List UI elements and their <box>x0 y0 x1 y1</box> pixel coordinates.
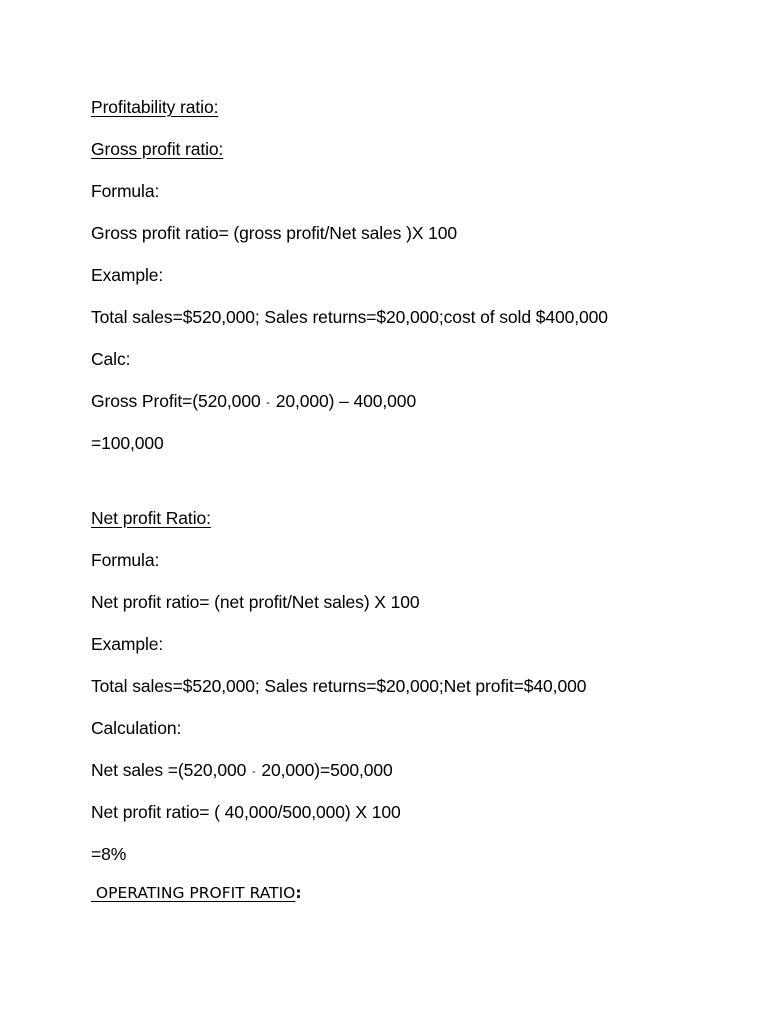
net-sales-part1: Net sales =(520,000 <box>91 760 247 780</box>
net-profit-ratio-heading: Net profit Ratio: <box>91 508 211 528</box>
net-sales-calc <box>91 760 393 782</box>
operating-profit-ratio-heading <box>91 883 302 903</box>
gross-calc <box>91 391 416 413</box>
gross-calc-part1: Gross Profit=(520,000 <box>91 391 261 411</box>
net-calc-label: Calculation: <box>91 718 182 738</box>
net-example: Total sales=$520,000; Sales returns=$20,000;Net profit=$40,000 <box>91 676 587 696</box>
operating-heading-title: OPERATING PROFIT RATIO <box>91 884 296 902</box>
profitability-ratio-heading: Profitability ratio: <box>91 97 219 117</box>
gross-calc-label: Calc: <box>91 349 131 369</box>
net-formula-label: Formula: <box>91 550 160 570</box>
gross-example: Total sales=$520,000; Sales returns=$20,000;cost of sold $400,000 <box>91 307 608 327</box>
net-example-label: Example: <box>91 634 164 654</box>
gross-example-label: Example: <box>91 265 164 285</box>
net-sales-dash: - <box>251 766 256 778</box>
gross-calc-part2: 20,000) – 400,000 <box>275 391 417 411</box>
net-formula: Net profit ratio= (net profit/Net sales) X 100 <box>91 592 420 612</box>
net-result: =8% <box>91 844 127 864</box>
gross-formula: Gross profit ratio= (gross profit/Net sales )X 100 <box>91 223 458 243</box>
net-sales-part2: 20,000)=500,000 <box>261 760 393 780</box>
gross-calc-dash: - <box>266 397 270 409</box>
net-ratio-calc: Net profit ratio= ( 40,000/500,000) X 100 <box>91 802 401 822</box>
gross-profit-ratio-heading: Gross profit ratio: <box>91 139 224 159</box>
gross-result: =100,000 <box>91 433 164 453</box>
gross-formula-label: Formula: <box>91 181 160 201</box>
operating-heading-colon: : <box>295 884 302 902</box>
